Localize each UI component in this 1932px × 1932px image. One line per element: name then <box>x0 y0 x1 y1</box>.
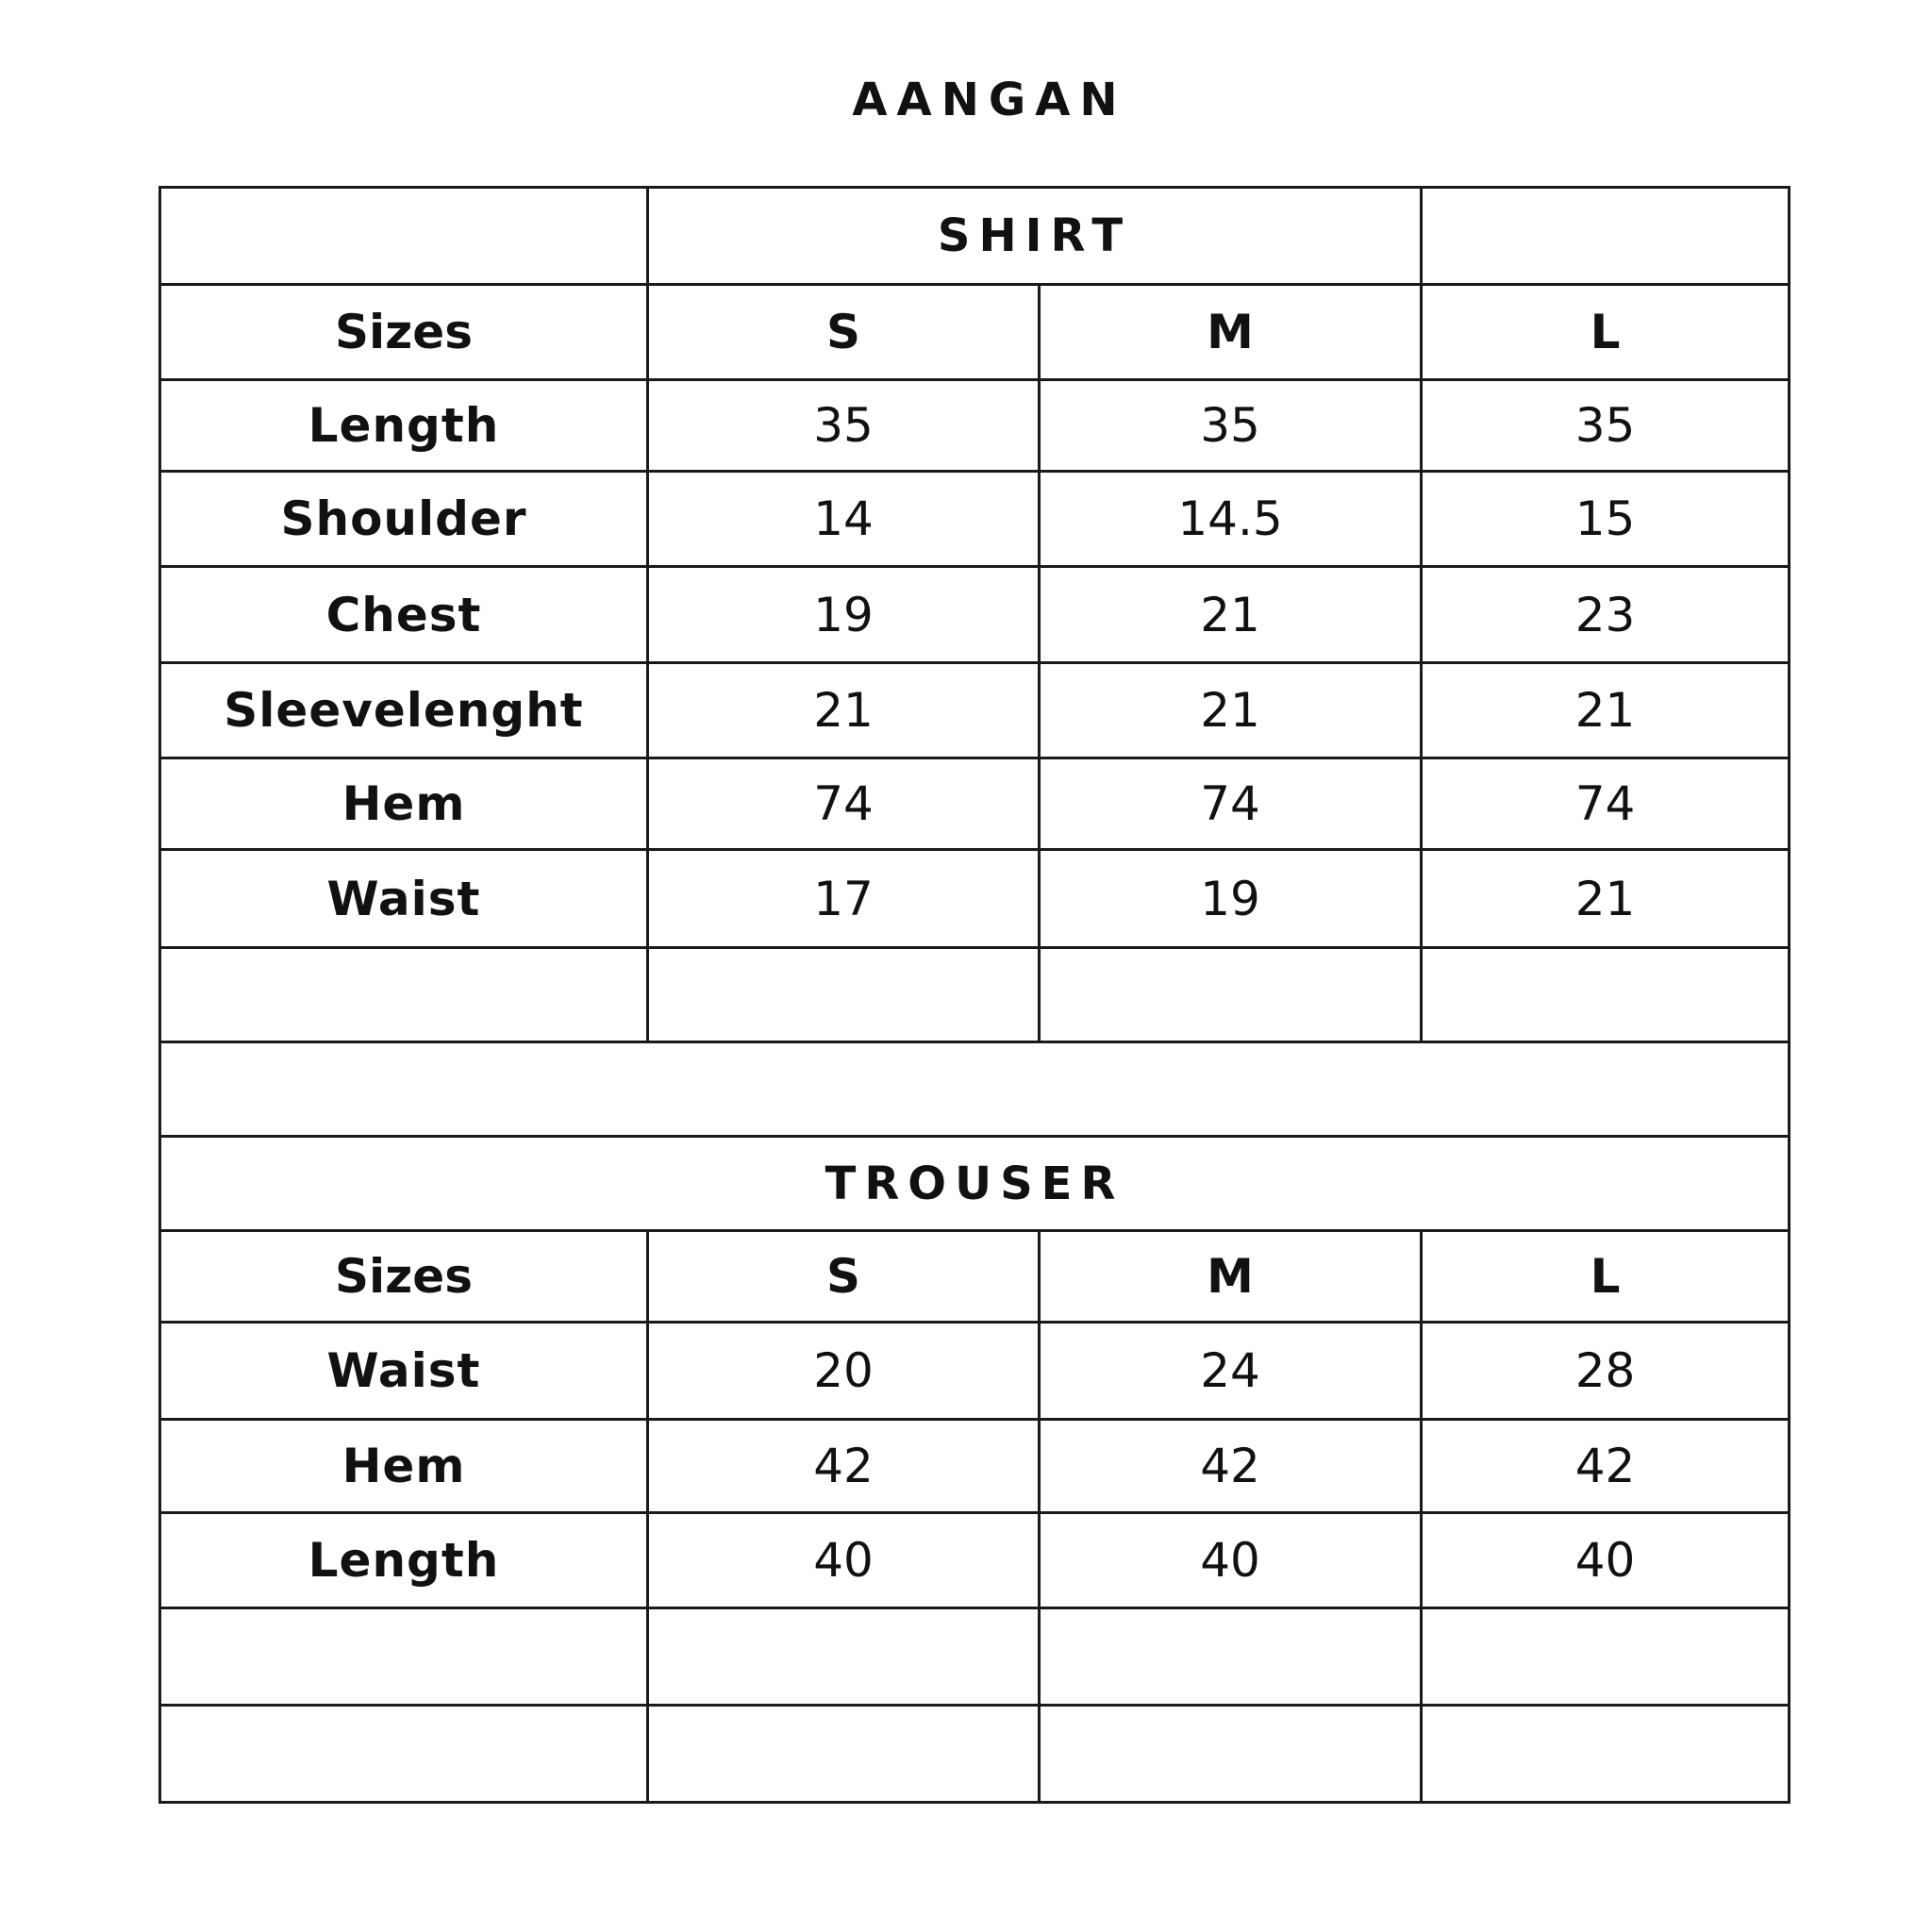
table-row <box>160 380 1790 472</box>
table-row <box>160 1513 1790 1608</box>
empty-cell <box>1040 1608 1422 1706</box>
value-cell: 21 <box>1040 663 1422 758</box>
trouser-title-row <box>160 1137 1790 1231</box>
size-l-header: L <box>1422 1231 1790 1323</box>
empty-cell <box>1422 1706 1790 1803</box>
size-s-header: S <box>648 1231 1040 1323</box>
size-chart-table <box>158 186 1790 1804</box>
empty-cell <box>648 1608 1040 1706</box>
shirt-section-title: SHIRT <box>648 188 1422 285</box>
value-cell: 40 <box>648 1513 1040 1608</box>
sizes-label: Sizes <box>160 1231 648 1323</box>
trouser-section-title: TROUSER <box>160 1137 1790 1231</box>
size-l-header: L <box>1422 285 1790 380</box>
value-cell: 42 <box>648 1420 1040 1513</box>
row-label: Shoulder <box>160 472 648 567</box>
value-cell: 19 <box>1040 850 1422 948</box>
table-row <box>160 663 1790 758</box>
table-row <box>160 472 1790 567</box>
table-row <box>160 850 1790 948</box>
size-m-header: M <box>1040 1231 1422 1323</box>
empty-cell <box>160 948 648 1042</box>
row-label: Chest <box>160 567 648 663</box>
value-cell: 14.5 <box>1040 472 1422 567</box>
empty-cell <box>1422 1608 1790 1706</box>
shirt-sizes-header-row <box>160 285 1790 380</box>
empty-cell <box>160 188 648 285</box>
empty-cell <box>160 1608 648 1706</box>
empty-cell <box>1422 948 1790 1042</box>
value-cell: 74 <box>648 758 1040 850</box>
value-cell: 28 <box>1422 1323 1790 1420</box>
value-cell: 40 <box>1422 1513 1790 1608</box>
row-label: Hem <box>160 1420 648 1513</box>
value-cell: 24 <box>1040 1323 1422 1420</box>
value-cell: 74 <box>1422 758 1790 850</box>
value-cell: 21 <box>1422 663 1790 758</box>
size-s-header: S <box>648 285 1040 380</box>
size-m-header: M <box>1040 285 1422 380</box>
row-label: Hem <box>160 758 648 850</box>
row-label: Waist <box>160 1323 648 1420</box>
value-cell: 21 <box>1040 567 1422 663</box>
empty-cell <box>1422 188 1790 285</box>
table-row <box>160 1420 1790 1513</box>
empty-cell <box>1040 948 1422 1042</box>
table-row <box>160 567 1790 663</box>
empty-row <box>160 948 1790 1042</box>
shirt-title-row <box>160 188 1790 285</box>
table-row <box>160 1323 1790 1420</box>
sizes-label: Sizes <box>160 285 648 380</box>
row-label: Sleevelenght <box>160 663 648 758</box>
value-cell: 42 <box>1422 1420 1790 1513</box>
value-cell: 40 <box>1040 1513 1422 1608</box>
table-row <box>160 758 1790 850</box>
value-cell: 19 <box>648 567 1040 663</box>
spacer-row <box>160 1042 1790 1137</box>
value-cell: 35 <box>1422 380 1790 472</box>
value-cell: 21 <box>648 663 1040 758</box>
empty-cell <box>160 1706 648 1803</box>
row-label: Length <box>160 380 648 472</box>
empty-row <box>160 1706 1790 1803</box>
empty-cell <box>648 1706 1040 1803</box>
value-cell: 42 <box>1040 1420 1422 1513</box>
empty-cell <box>648 948 1040 1042</box>
value-cell: 14 <box>648 472 1040 567</box>
empty-cell <box>160 1042 1790 1137</box>
value-cell: 23 <box>1422 567 1790 663</box>
empty-row <box>160 1608 1790 1706</box>
value-cell: 17 <box>648 850 1040 948</box>
value-cell: 74 <box>1040 758 1422 850</box>
value-cell: 35 <box>648 380 1040 472</box>
trouser-sizes-header-row <box>160 1231 1790 1323</box>
value-cell: 15 <box>1422 472 1790 567</box>
value-cell: 21 <box>1422 850 1790 948</box>
row-label: Length <box>160 1513 648 1608</box>
row-label: Waist <box>160 850 648 948</box>
empty-cell <box>1040 1706 1422 1803</box>
brand-title: AANGAN <box>852 74 1127 126</box>
value-cell: 35 <box>1040 380 1422 472</box>
value-cell: 20 <box>648 1323 1040 1420</box>
